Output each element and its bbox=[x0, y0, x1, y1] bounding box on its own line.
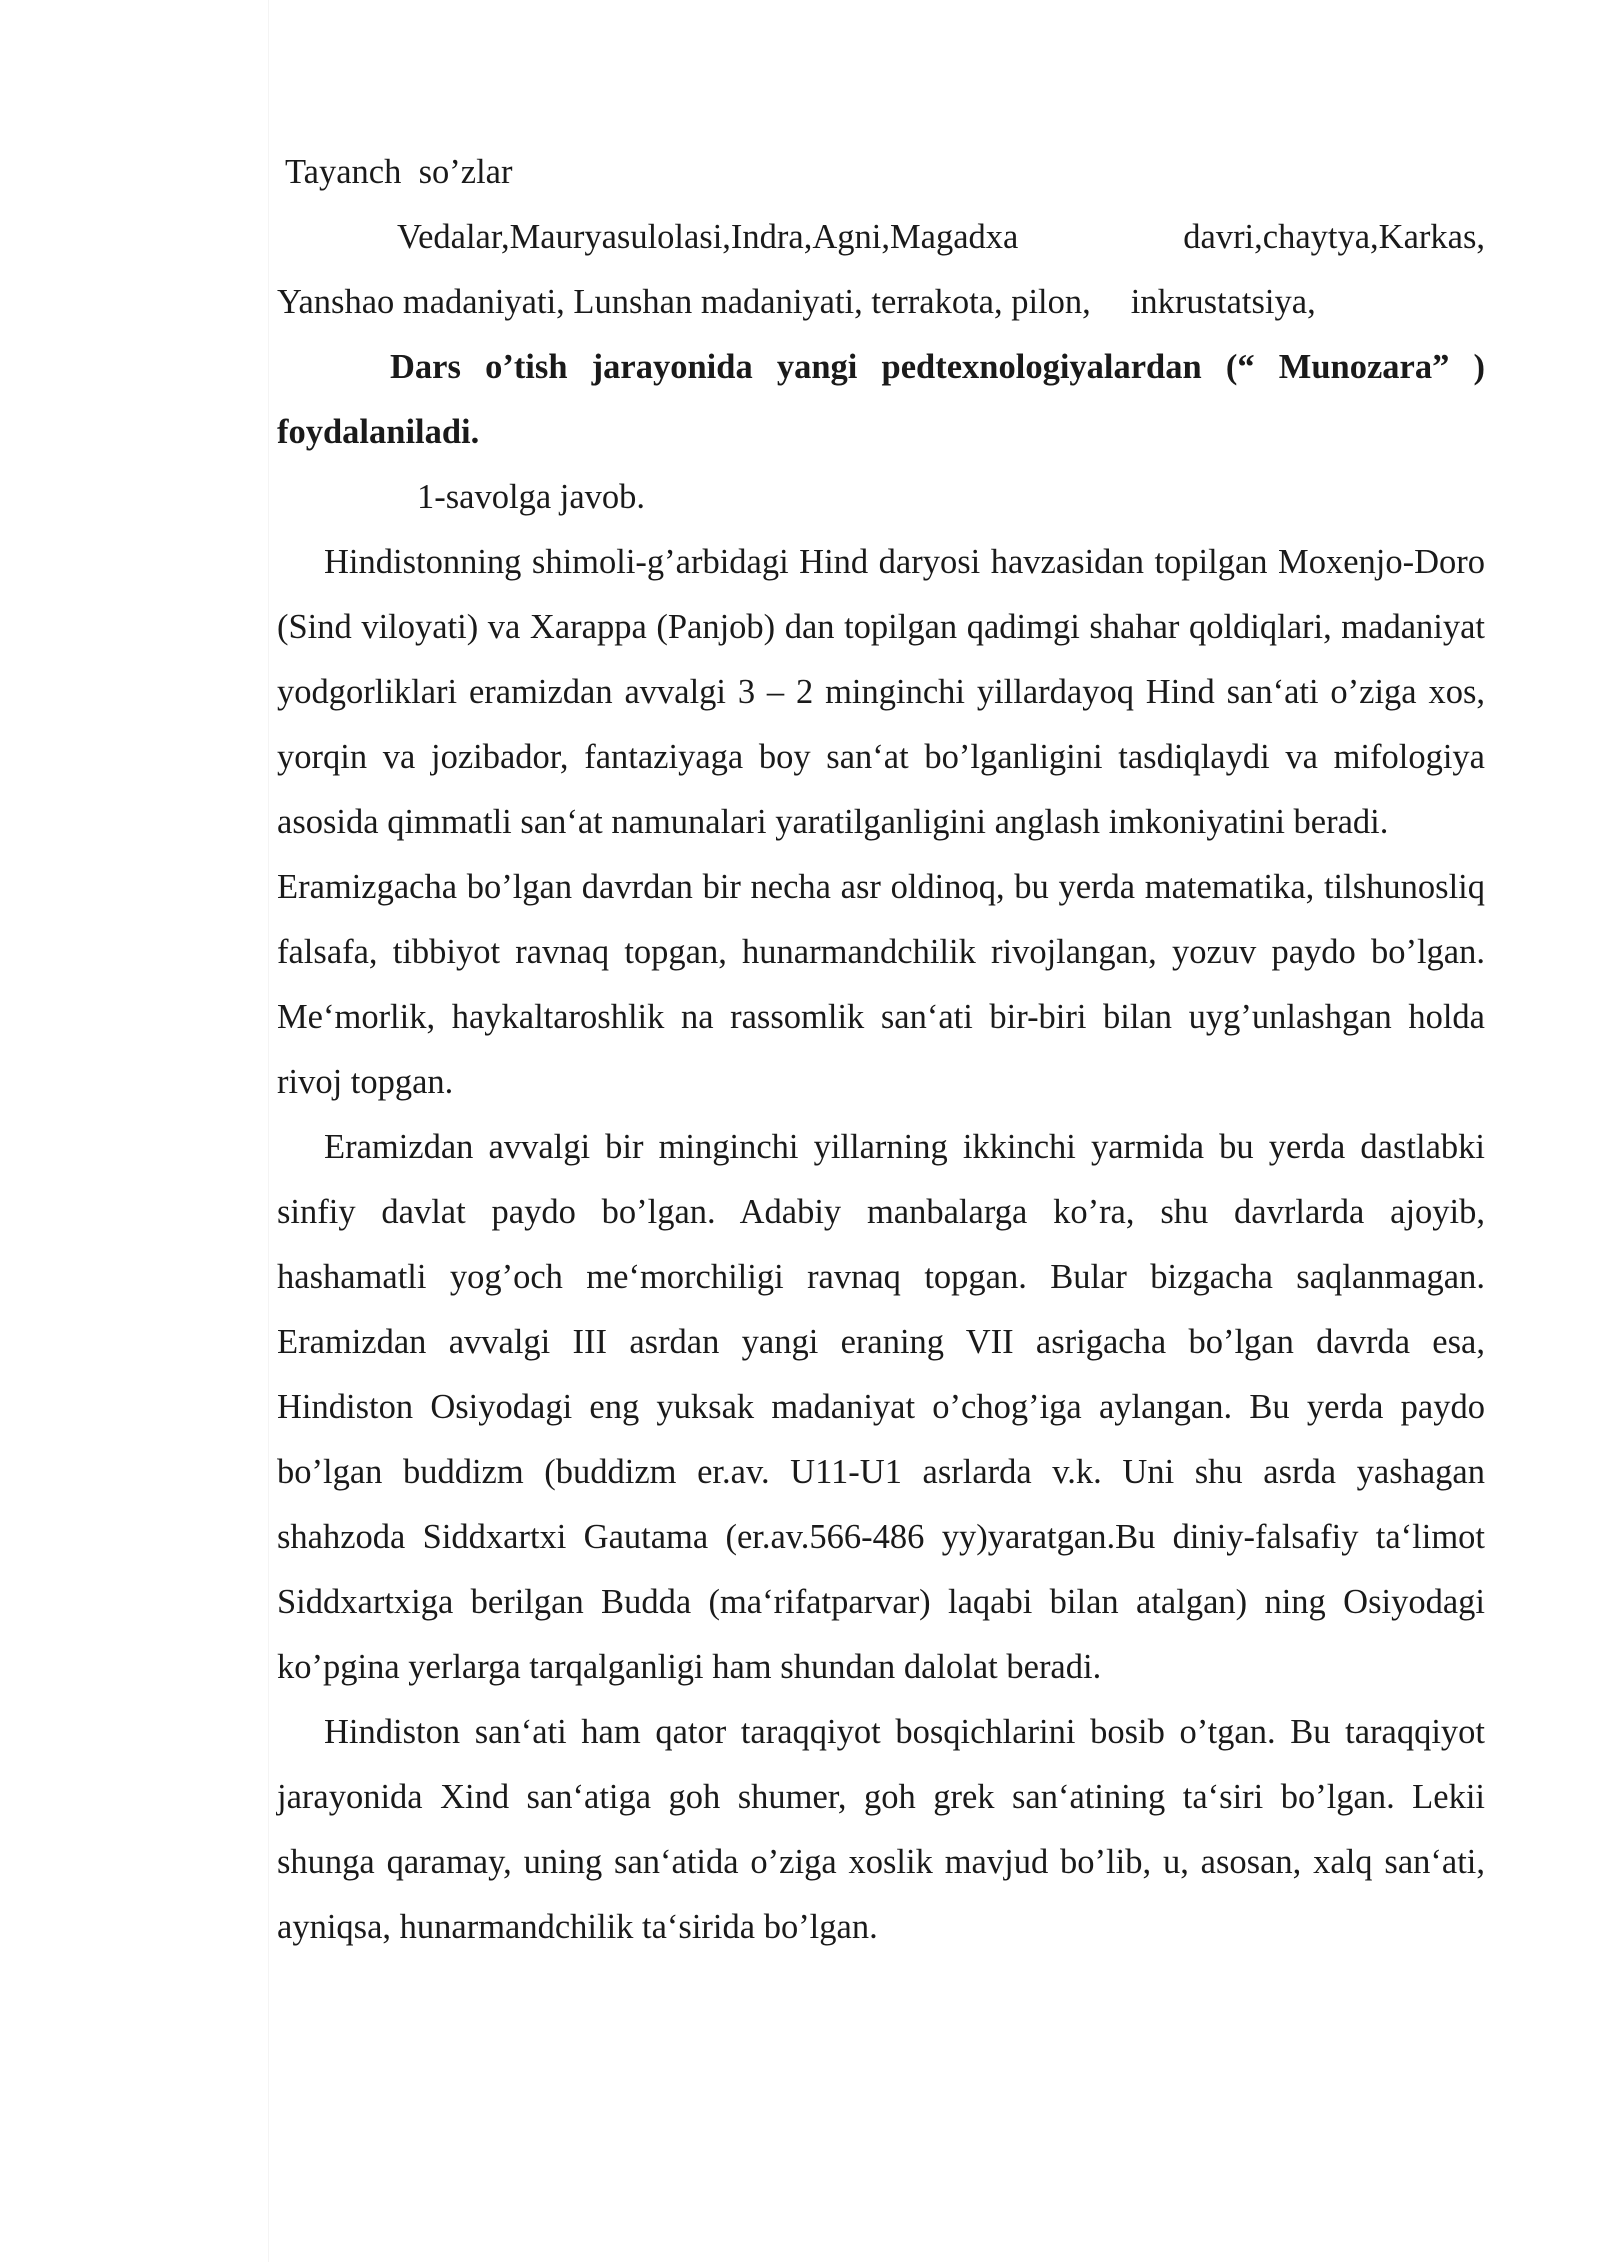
keywords-line-2-part-b: inkrustatsiya, bbox=[1130, 283, 1316, 321]
answer-heading: 1-savolga javob. bbox=[417, 478, 646, 516]
paragraph-3: Eramizdan avvalgi bir minginchi yillarning ikkinchi yarmida bu yerda dastlabki sinfiy davlat paydo bo’lgan. Adabiy manbalarga ko’ra, shu davrlarda ajoyib, hashamatli yog’och me‘morchiligi ravnaq topgan. Bular bizgacha saqlanmagan. Eramizdan avvalgi III asrdan yangi eraning VII asrigacha bo’lgan davrda esa, Hindiston Osiyodagi eng yuksak madaniyat o’chog’iga aylangan. Bu yerda paydo bo’lgan buddizm (buddizm er.av. U11-U1 asrlarda v.k. Uni shu asrda yashagan shahzoda Siddxartxi Gautama (er.av.566-486 yy)yaratgan.Bu diniy-falsafiy ta‘limot Siddxartxiga berilgan Budda (ma‘rifatparvar) laqabi bilan atalgan) ning Osiyodagi ko’pgina yerlarga tarqalganligi ham shundan dalolat beradi. bbox=[277, 1128, 1485, 1686]
document-body bbox=[277, 140, 1485, 1960]
keywords-line-1 bbox=[277, 205, 1485, 270]
method-note: Dars o’tish jarayonida yangi pedtexnologiyalardan (“ Munozara” ) foydalaniladi. bbox=[277, 348, 1485, 451]
keywords-heading: Tayanch so’zlar bbox=[277, 153, 513, 191]
paragraph-1: Hindistonning shimoli-g’arbidagi Hind daryosi havzasidan topilgan Moxenjo-Doro (Sind viloyati) va Xarappa (Panjob) dan topilgan qadimgi shahar qoldiqlari, madaniyat yodgorliklari eramizdan avvalgi 3 – 2 minginchi yillardayoq Hind san‘ati o’ziga xos, yorqin va jozibador, fantaziyaga boy san‘at bo’lganligini tasdiqlaydi va mifologiya asosida qimmatli san‘at namunalari yaratilganligini anglash imkoniyatini beradi. bbox=[277, 543, 1485, 841]
keywords-line-2 bbox=[277, 270, 1485, 335]
keywords-line-2-part-a: Yanshao madaniyati, Lunshan madaniyati, terrakota, pilon, bbox=[277, 283, 1091, 321]
paragraph-4: Hindiston san‘ati ham qator taraqqiyot bosqichlarini bosib o’tgan. Bu taraqqiyot jarayonida Xind san‘atiga goh shumer, goh grek san‘atining ta‘siri bo’lgan. Lekii shunga qaramay, uning san‘atida o’ziga xoslik mavjud bo’lib, u, asosan, xalq san‘ati, ayniqsa, hunarmandchilik ta‘sirida bo’lgan. bbox=[277, 1713, 1485, 1946]
page-margin-edge bbox=[268, 0, 269, 2262]
keywords-line-1-part-b: davri,chaytya,Karkas, bbox=[1183, 218, 1485, 256]
paragraph-2: Eramizgacha bo’lgan davrdan bir necha asr oldinoq, bu yerda matematika, tilshunosliq falsafa, tibbiyot ravnaq topgan, hunarmandchilik rivojlangan, yozuv paydo bo’lgan. Me‘morlik, haykaltaroshlik na rassomlik san‘ati bir-biri bilan uyg’unlashgan holda rivoj topgan. bbox=[277, 868, 1485, 1101]
keywords-line-1-part-a: Vedalar,Mauryasulolasi,Indra,Agni,Magadxa bbox=[397, 218, 1019, 256]
